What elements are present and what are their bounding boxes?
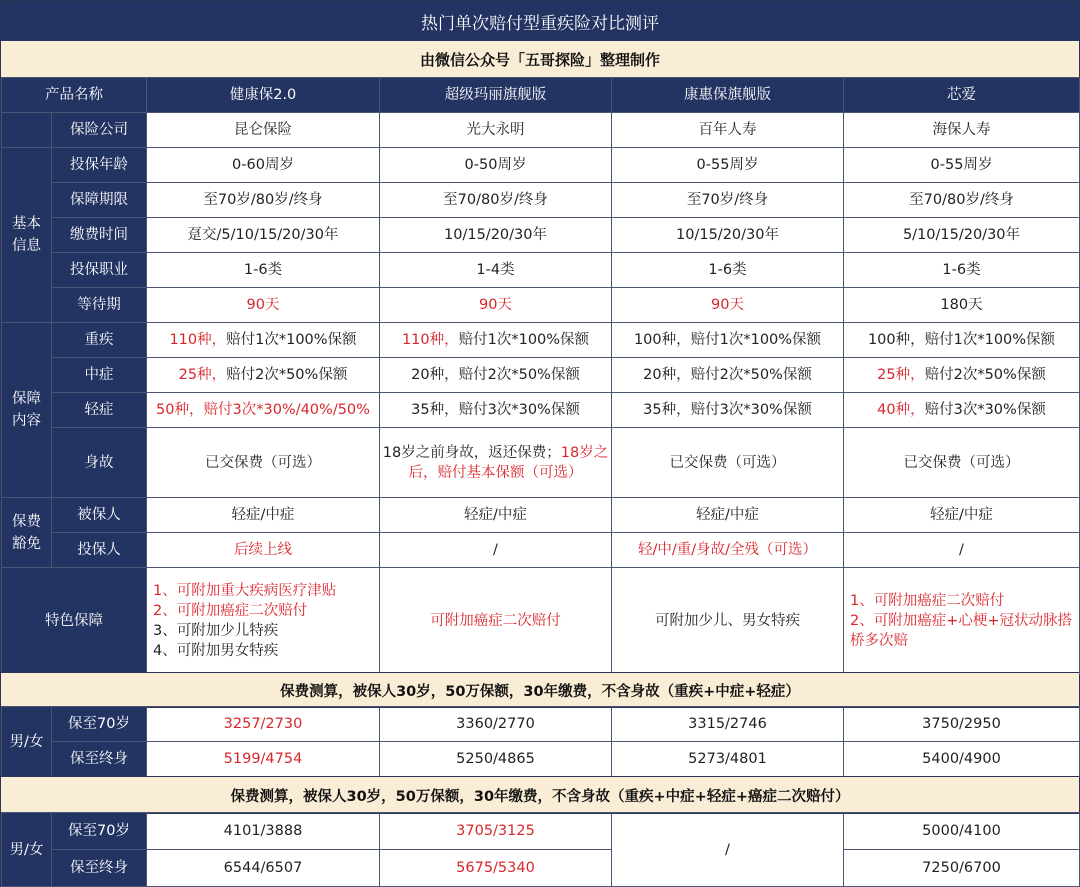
table-row xyxy=(2,393,1080,428)
cell: 0-50周岁 xyxy=(380,148,612,183)
row-label: 保至终身 xyxy=(52,742,147,777)
cell: 轻/中/重/身故/全残（可选） xyxy=(612,533,844,568)
page-title: 热门单次赔付型重疾险对比测评 xyxy=(1,1,1079,41)
cell: 1-4类 xyxy=(380,253,612,288)
group-label-basic: 基本 信息 xyxy=(2,148,52,323)
cell: 10/15/20/30年 xyxy=(380,218,612,253)
table-row xyxy=(2,113,1080,148)
row-label: 特色保障 xyxy=(2,568,147,675)
product-name: 健康保2.0 xyxy=(147,78,380,113)
group-label-coverage: 保障 内容 xyxy=(2,323,52,498)
cell: 轻症/中症 xyxy=(612,498,844,533)
cell: / xyxy=(844,533,1080,568)
premium-table-1 xyxy=(1,706,1080,777)
premium-table-2 xyxy=(1,812,1080,887)
table-row xyxy=(2,428,1080,498)
table-row xyxy=(2,568,1080,675)
cell: 35种，赔付3次*30%保额 xyxy=(612,393,844,428)
cell: 5199/4754 xyxy=(147,742,380,777)
cell: 可附加少儿、男女特疾 xyxy=(612,568,844,675)
row-label: 缴费时间 xyxy=(52,218,147,253)
cell: 昆仑保险 xyxy=(147,113,380,148)
product-name: 芯爱 xyxy=(844,78,1080,113)
cell: 90天 xyxy=(147,288,380,323)
row-label: 投保人 xyxy=(52,533,147,568)
row-label: 投保职业 xyxy=(52,253,147,288)
cell: 6544/6507 xyxy=(147,850,380,887)
cell: 0-60周岁 xyxy=(147,148,380,183)
cell: 100种，赔付1次*100%保额 xyxy=(612,323,844,358)
row-label: 重疾 xyxy=(52,323,147,358)
cell: 至70岁/80岁/终身 xyxy=(147,183,380,218)
cell: 50种，赔付3次*30%/40%/50% xyxy=(147,393,380,428)
cell: 后续上线 xyxy=(147,533,380,568)
row-label: 保至终身 xyxy=(52,850,147,887)
table-row xyxy=(2,183,1080,218)
table-row xyxy=(2,288,1080,323)
cell: 0-55周岁 xyxy=(612,148,844,183)
cell: 100种，赔付1次*100%保额 xyxy=(844,323,1080,358)
row-label: 保障期限 xyxy=(52,183,147,218)
row-label: 保至70岁 xyxy=(52,813,147,850)
cell: 1、可附加癌症二次赔付 2、可附加癌症+心梗+冠状动脉搭桥多次赔 xyxy=(844,568,1080,675)
premium-section-header: 保费测算，被保人30岁，50万保额，30年缴费，不含身故（重疾+中症+轻症+癌症二次赔付） xyxy=(1,776,1079,814)
cell: 1、可附加重大疾病医疗津贴 2、可附加癌症二次赔付 3、可附加少儿特疾 4、可附加男女特疾 xyxy=(147,568,380,675)
cell: 至70/80岁/终身 xyxy=(844,183,1080,218)
table-row xyxy=(2,253,1080,288)
table-row xyxy=(2,323,1080,358)
cell: 90天 xyxy=(380,288,612,323)
cell: 5273/4801 xyxy=(612,742,844,777)
main-table xyxy=(1,77,1080,675)
cell: 35种，赔付3次*30%保额 xyxy=(380,393,612,428)
table-row xyxy=(2,742,1080,777)
row-label: 保险公司 xyxy=(52,113,147,148)
cell: 180天 xyxy=(844,288,1080,323)
row-label: 轻症 xyxy=(52,393,147,428)
cell: 可附加癌症二次赔付 xyxy=(380,568,612,675)
cell: 3360/2770 xyxy=(380,707,612,742)
cell: 3705/3125 xyxy=(380,813,612,850)
cell: 40种，赔付3次*30%保额 xyxy=(844,393,1080,428)
cell: 3257/2730 xyxy=(147,707,380,742)
page-subtitle: 由微信公众号「五哥探险」整理制作 xyxy=(1,41,1079,78)
cell: 110种，赔付1次*100%保额 xyxy=(380,323,612,358)
group-label-gender: 男/女 xyxy=(2,707,52,777)
group-label-gender: 男/女 xyxy=(2,813,52,887)
cell: 5675/5340 xyxy=(380,850,612,887)
row-label: 中症 xyxy=(52,358,147,393)
premium-section-header: 保费测算，被保人30岁，50万保额，30年缴费，不含身故（重疾+中症+轻症） xyxy=(1,672,1079,708)
row-label: 被保人 xyxy=(52,498,147,533)
cell: 1-6类 xyxy=(844,253,1080,288)
cell: / xyxy=(380,533,612,568)
cell: 3750/2950 xyxy=(844,707,1080,742)
cell: 18岁之前身故，返还保费；18岁之后，赔付基本保额（可选） xyxy=(380,428,612,498)
row-label: 保至70岁 xyxy=(52,707,147,742)
cell: 至70岁/终身 xyxy=(612,183,844,218)
row-label: 身故 xyxy=(52,428,147,498)
cell: 20种，赔付2次*50%保额 xyxy=(612,358,844,393)
cell: 趸交/5/10/15/20/30年 xyxy=(147,218,380,253)
cell: 20种，赔付2次*50%保额 xyxy=(380,358,612,393)
table-row xyxy=(2,358,1080,393)
cell: 7250/6700 xyxy=(844,850,1080,887)
group-label-waiver: 保费 豁免 xyxy=(2,498,52,568)
table-row xyxy=(2,850,1080,887)
cell: 5000/4100 xyxy=(844,813,1080,850)
table-row xyxy=(2,533,1080,568)
product-header-row xyxy=(2,78,1080,113)
table-row xyxy=(2,218,1080,253)
cell: 10/15/20/30年 xyxy=(612,218,844,253)
cell: 已交保费（可选） xyxy=(844,428,1080,498)
cell: 1-6类 xyxy=(147,253,380,288)
table-row xyxy=(2,498,1080,533)
table-row xyxy=(2,707,1080,742)
cell: 至70/80岁/终身 xyxy=(380,183,612,218)
cell: 110种，赔付1次*100%保额 xyxy=(147,323,380,358)
blank-cell xyxy=(2,113,52,148)
cell: 轻症/中症 xyxy=(147,498,380,533)
product-name: 超级玛丽旗舰版 xyxy=(380,78,612,113)
cell: 5/10/15/20/30年 xyxy=(844,218,1080,253)
cell: 百年人寿 xyxy=(612,113,844,148)
product-name-label: 产品名称 xyxy=(2,78,147,113)
cell: / xyxy=(612,813,844,887)
cell: 0-55周岁 xyxy=(844,148,1080,183)
cell: 光大永明 xyxy=(380,113,612,148)
cell: 轻症/中症 xyxy=(380,498,612,533)
cell: 90天 xyxy=(612,288,844,323)
cell: 5400/4900 xyxy=(844,742,1080,777)
table-row xyxy=(2,813,1080,850)
product-name: 康惠保旗舰版 xyxy=(612,78,844,113)
table-row xyxy=(2,148,1080,183)
cell: 4101/3888 xyxy=(147,813,380,850)
row-label: 等待期 xyxy=(52,288,147,323)
cell: 已交保费（可选） xyxy=(147,428,380,498)
cell: 1-6类 xyxy=(612,253,844,288)
cell: 轻症/中症 xyxy=(844,498,1080,533)
cell: 25种，赔付2次*50%保额 xyxy=(147,358,380,393)
cell: 已交保费（可选） xyxy=(612,428,844,498)
row-label: 投保年龄 xyxy=(52,148,147,183)
cell: 海保人寿 xyxy=(844,113,1080,148)
cell: 25种，赔付2次*50%保额 xyxy=(844,358,1080,393)
cell: 5250/4865 xyxy=(380,742,612,777)
cell: 3315/2746 xyxy=(612,707,844,742)
